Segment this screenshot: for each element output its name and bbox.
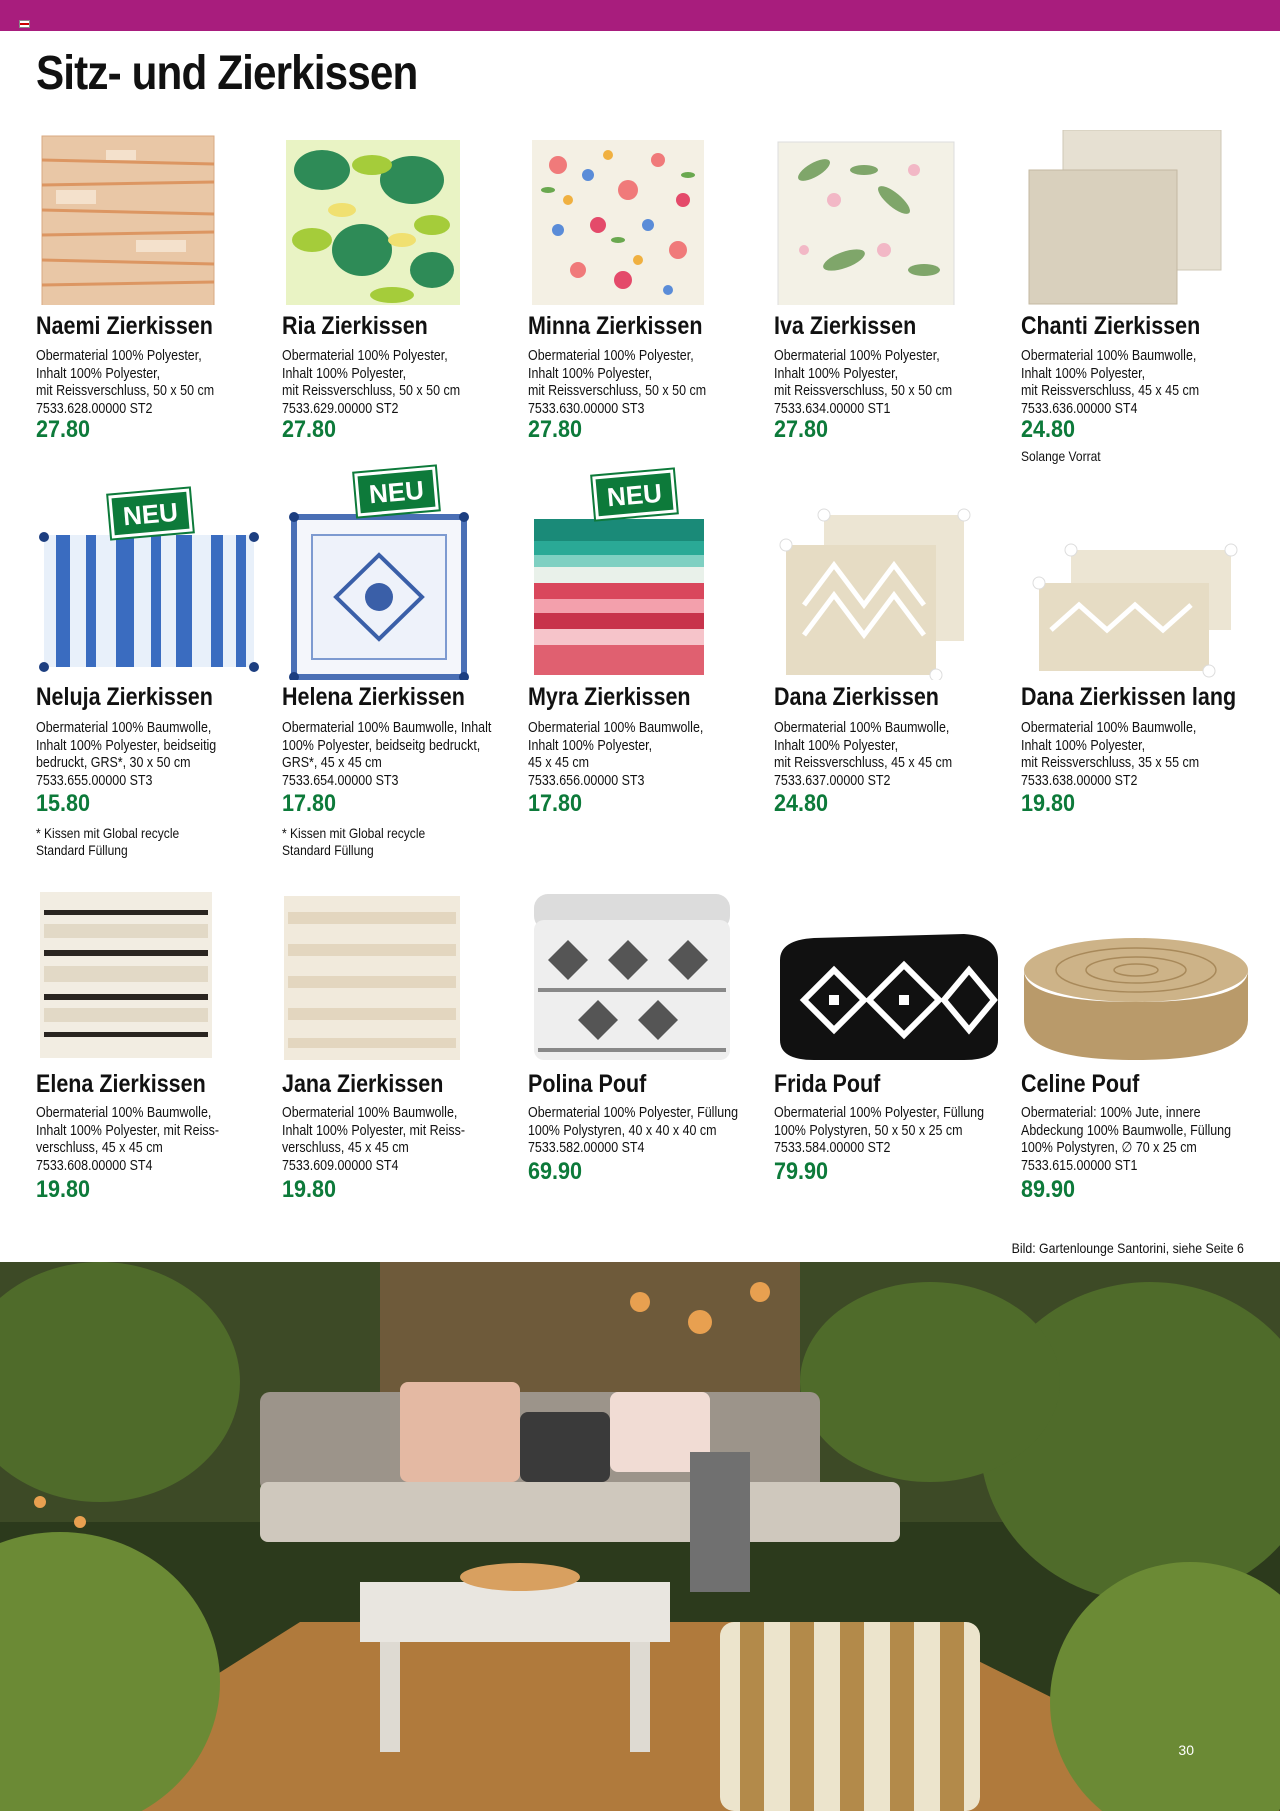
- product-name: Myra Zierkissen: [528, 683, 691, 711]
- product-name: Celine Pouf: [1021, 1070, 1140, 1098]
- product-name: Iva Zierkissen: [774, 312, 917, 340]
- product-price: 19.80: [1021, 790, 1076, 817]
- product-price: 69.90: [528, 1158, 583, 1185]
- product-price: 19.80: [36, 1176, 91, 1203]
- new-badge: NEU: [108, 489, 192, 539]
- dana-long-cushion-image: [1021, 505, 1259, 680]
- product-name: Neluja Zierkissen: [36, 683, 213, 711]
- minna-cushion-image: [528, 130, 766, 305]
- product-description: Obermaterial 100% Baumwolle, Inhalt 100% Polyester, mit Reissverschluss, 45 x 45 cm 7533.636.00000 ST4: [1021, 348, 1200, 417]
- product-name: Helena Zierkissen: [282, 683, 465, 711]
- ria-cushion-image: [282, 130, 520, 305]
- page-number: 30: [1178, 1742, 1194, 1758]
- product-price: 89.90: [1021, 1176, 1076, 1203]
- new-badge: NEU: [592, 470, 676, 520]
- product-price: 27.80: [36, 416, 91, 443]
- product-description: Obermaterial 100% Baumwolle, Inhalt 100% Polyester, mit Reissverschluss, 35 x 55 cm 7533.638.00000 ST2: [1021, 720, 1200, 789]
- product-name: Minna Zierkissen: [528, 312, 703, 340]
- helena-cushion-image: [282, 505, 520, 680]
- product-description: Obermaterial 100% Polyester, Inhalt 100% Polyester, mit Reissverschluss, 50 x 50 cm 7533.629.00000 ST2: [282, 348, 461, 417]
- celine-pouf-image: [1021, 890, 1259, 1065]
- product-note: * Kissen mit Global recycle Standard Füllung: [282, 825, 426, 858]
- product-description: Obermaterial 100% Polyester, Füllung 100% Polystyren, 50 x 50 x 25 cm 7533.584.00000 ST2: [774, 1105, 985, 1156]
- product-name: Ria Zierkissen: [282, 312, 428, 340]
- product-name: Naemi Zierkissen: [36, 312, 213, 340]
- product-name: Jana Zierkissen: [282, 1070, 444, 1098]
- polina-pouf-image: [528, 890, 766, 1065]
- jana-cushion-image: [282, 890, 520, 1065]
- product-price: 24.80: [1021, 416, 1076, 443]
- product-note: * Kissen mit Global recycle Standard Füllung: [36, 825, 180, 858]
- product-description: Obermaterial 100% Baumwolle, Inhalt 100% Polyester, mit Reissverschluss, 45 x 45 cm 7533.637.00000 ST2: [774, 720, 953, 789]
- product-price: 27.80: [774, 416, 829, 443]
- top-accent-bar: [0, 0, 1280, 31]
- image-caption: Bild: Gartenlounge Santorini, siehe Seite 6: [1011, 1240, 1244, 1256]
- product-price: 15.80: [36, 790, 91, 817]
- garden-lounge-photo: [0, 1262, 1280, 1811]
- product-price: 17.80: [282, 790, 337, 817]
- product-description: Obermaterial: 100% Jute, innere Abdeckung 100% Baumwolle, Füllung 100% Polystyren, ∅ 70 x 25 cm 7533.615.00000 ST1: [1021, 1105, 1232, 1174]
- product-name: Frida Pouf: [774, 1070, 881, 1098]
- product-price: 19.80: [282, 1176, 337, 1203]
- iva-cushion-image: [774, 130, 1012, 305]
- product-description: Obermaterial 100% Polyester, Inhalt 100% Polyester, mit Reissverschluss, 50 x 50 cm 7533.634.00000 ST1: [774, 348, 953, 417]
- product-description: Obermaterial 100% Baumwolle, Inhalt 100% Polyester, beidseitig bedruckt, GRS*, 30 x 50 cm 7533.655.00000 ST3: [36, 720, 217, 789]
- myra-cushion-image: [528, 505, 766, 680]
- product-price: 24.80: [774, 790, 829, 817]
- product-description: Obermaterial 100% Baumwolle, Inhalt 100% Polyester, mit Reiss- verschluss, 45 x 45 cm 7533.608.00000 ST4: [36, 1105, 219, 1174]
- product-description: Obermaterial 100% Polyester, Inhalt 100% Polyester, mit Reissverschluss, 50 x 50 cm 7533.628.00000 ST2: [36, 348, 215, 417]
- product-description: Obermaterial 100% Baumwolle, Inhalt 100% Polyester, mit Reiss- verschluss, 45 x 45 cm 7533.609.00000 ST4: [282, 1105, 465, 1174]
- flag-icon: [19, 20, 30, 28]
- product-price: 79.90: [774, 1158, 829, 1185]
- product-description: Obermaterial 100% Polyester, Inhalt 100% Polyester, mit Reissverschluss, 50 x 50 cm 7533.630.00000 ST3: [528, 348, 707, 417]
- frida-pouf-image: [774, 890, 1012, 1065]
- product-name: Elena Zierkissen: [36, 1070, 206, 1098]
- product-price: 27.80: [282, 416, 337, 443]
- naemi-cushion-image: [36, 130, 274, 305]
- product-description: Obermaterial 100% Baumwolle, Inhalt 100% Polyester, 45 x 45 cm 7533.656.00000 ST3: [528, 720, 704, 789]
- new-badge: NEU: [354, 467, 438, 517]
- elena-cushion-image: [36, 890, 274, 1065]
- product-name: Chanti Zierkissen: [1021, 312, 1201, 340]
- product-name: Dana Zierkissen: [774, 683, 939, 711]
- product-price: 27.80: [528, 416, 583, 443]
- dana-cushion-image: [774, 505, 1012, 680]
- chanti-cushion-image: [1021, 130, 1259, 305]
- product-price: 17.80: [528, 790, 583, 817]
- product-description: Obermaterial 100% Polyester, Füllung 100% Polystyren, 40 x 40 x 40 cm 7533.582.00000 ST4: [528, 1105, 739, 1156]
- product-description: Obermaterial 100% Baumwolle, Inhalt 100% Polyester, beidseitg bedruckt, GRS*, 45 x 45 cm 7533.654.00000 ST3: [282, 720, 492, 789]
- product-name: Dana Zierkissen lang: [1021, 683, 1237, 711]
- page-title: Sitz- und Zierkissen: [36, 47, 418, 100]
- product-note: Solange Vorrat: [1021, 448, 1101, 464]
- product-name: Polina Pouf: [528, 1070, 647, 1098]
